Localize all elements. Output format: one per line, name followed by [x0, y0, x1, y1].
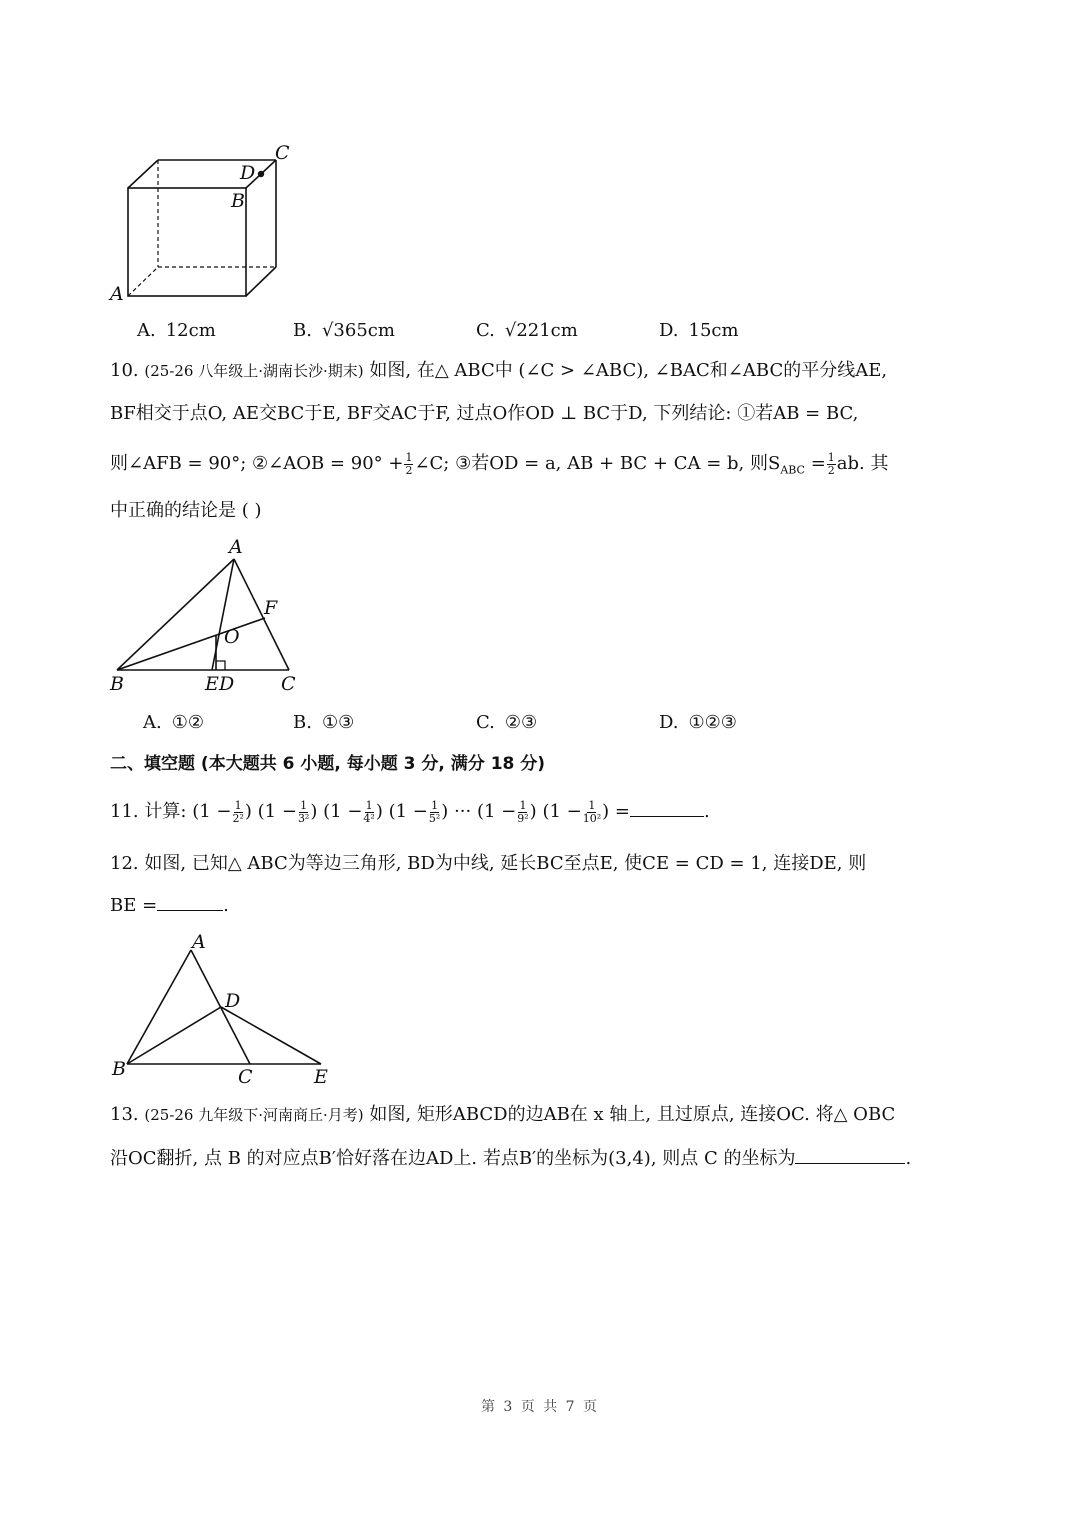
tri-label-a: A [229, 536, 243, 558]
q12-text-1: 如图, 已知△ ABC为等边三角形, BD为中线, 延长BC至点E, 使CE = CD = 1, 连接DE, 则 [144, 853, 867, 874]
tri-label-e: E [205, 673, 219, 695]
q12-text-2: BE = [110, 895, 158, 916]
q10-option-a[interactable] [143, 712, 204, 733]
option-text: ②③ [504, 712, 538, 733]
tri-label-c: C [281, 673, 296, 695]
eq-label-d: D [225, 990, 241, 1012]
cube-figure [105, 140, 325, 310]
answer-blank[interactable] [157, 910, 223, 911]
q11-equals: = [614, 801, 630, 823]
option-key: D. [659, 320, 679, 341]
cube-label-c: C [275, 142, 290, 164]
option-text: √365cm [321, 320, 395, 341]
q11-term-9: (1 − $\frac{1}{\text{9²}}$ ) [476, 799, 537, 825]
q10-text-3a: 则∠AFB = 90°; ②∠AOB = 90° + [110, 453, 404, 475]
option-key: C. [476, 320, 495, 341]
tri-label-d: D [219, 673, 235, 695]
eq-label-c: C [238, 1066, 253, 1088]
cube-label-d: D [240, 162, 256, 184]
q13-text-1: 如图, 矩形ABCD的边AB在 x 轴上, 且过原点, 连接OC. 将△ OBC [369, 1104, 896, 1125]
q12-end: . [223, 895, 229, 916]
option-key: C. [476, 712, 495, 733]
q10-text-3b: ∠C; ③若OD = a, AB + BC + CA = b, 则S [414, 453, 781, 475]
eq-label-e: E [314, 1066, 328, 1088]
tri-label-o: O [224, 626, 240, 648]
q11-term-10: (1 − $\frac{1}{\text{10²}}$ ) [542, 799, 610, 825]
question-number: 11. [110, 801, 139, 823]
option-key: A. [137, 320, 156, 341]
q9-option-c[interactable] [476, 320, 578, 341]
answer-blank[interactable] [795, 1163, 905, 1164]
q13-line-1 [110, 1106, 895, 1124]
option-key: A. [143, 712, 162, 733]
page-footer: 第 3 页 共 7 页 [480, 1399, 600, 1415]
q10-text-1: 如图, 在△ ABC中 (∠C > ∠ABC), ∠BAC和∠ABC的平分线AE, [369, 360, 888, 381]
q11-end: . [704, 801, 710, 823]
question-number: 10. [110, 360, 139, 381]
option-text: √221cm [504, 320, 578, 341]
fraction-half: $\frac{1}{2}$ [405, 451, 413, 477]
question-source: (25-26 九年级下·河南商丘·月考) [144, 1106, 364, 1124]
q13-end: . [905, 1148, 912, 1169]
cube-label-b: B [231, 190, 245, 212]
q11-term-1: (1 − $\frac{1}{\text{2²}}$ ) [192, 799, 252, 825]
question-number: 13. [110, 1104, 139, 1125]
q10-text-3d: ab. 其 [836, 453, 889, 475]
q11-term-4: (1 − $\frac{1}{\text{5²}}$ ) [388, 799, 449, 825]
tri-label-b: B [110, 673, 124, 695]
q10-line-1 [110, 362, 887, 380]
q11-line [110, 800, 710, 824]
q9-option-a[interactable] [137, 320, 216, 341]
cube-label-a: A [110, 283, 124, 305]
question-source: (25-26 八年级上·湖南长沙·期末) [144, 362, 364, 380]
option-key: D. [659, 712, 679, 733]
q10-option-d[interactable] [659, 712, 737, 733]
option-key: B. [293, 712, 312, 733]
tri-label-f: F [264, 597, 278, 619]
q11-prefix: 计算: [144, 801, 187, 823]
section-heading: 二、填空题 (本大题共 6 小题, 每小题 3 分, 满分 18 分) [110, 754, 546, 774]
option-text: 15cm [688, 320, 739, 341]
q10-option-b[interactable] [293, 712, 354, 733]
eq-label-a: A [192, 931, 206, 953]
answer-blank[interactable] [630, 816, 704, 817]
fraction-half-2: $\frac{1}{2}$ [827, 451, 835, 477]
option-text: ①③ [321, 712, 355, 733]
option-text: 12cm [165, 320, 216, 341]
q12-line-2 [110, 897, 229, 915]
q10-line-4: 中正确的结论是 ( ) [110, 500, 262, 521]
q11-term-2: (1 − $\frac{1}{\text{3²}}$ ) [257, 799, 318, 825]
q10-option-c[interactable] [476, 712, 537, 733]
triangle-abc-figure [110, 555, 310, 680]
q10-line-2: BF相交于点O, AE交BC于E, BF交AC于F, 过点O作OD ⊥ BC于D, 下列结论: ①若AB = BC, [110, 403, 859, 424]
eq-label-b: B [112, 1058, 126, 1080]
q9-option-d[interactable] [659, 320, 739, 341]
q10-line-3 [110, 452, 889, 476]
q10-text-3c: = [804, 453, 826, 475]
option-text: ①②③ [688, 712, 737, 733]
question-number: 12. [110, 853, 139, 874]
area-subscript: ABC [780, 463, 805, 477]
option-key: B. [293, 320, 312, 341]
q9-option-b[interactable] [293, 320, 395, 341]
q13-text-2: 沿OC翻折, 点 B 的对应点B′恰好落在边AD上. 若点B′的坐标为(3,4), 则点 C 的坐标为 [110, 1148, 796, 1169]
option-text: ①② [171, 712, 205, 733]
q12-line-1 [110, 855, 866, 873]
q11-term-3: (1 − $\frac{1}{\text{4²}}$ ) [323, 799, 383, 825]
q11-ellipsis: ··· [454, 801, 472, 823]
q13-line-2 [110, 1150, 911, 1168]
